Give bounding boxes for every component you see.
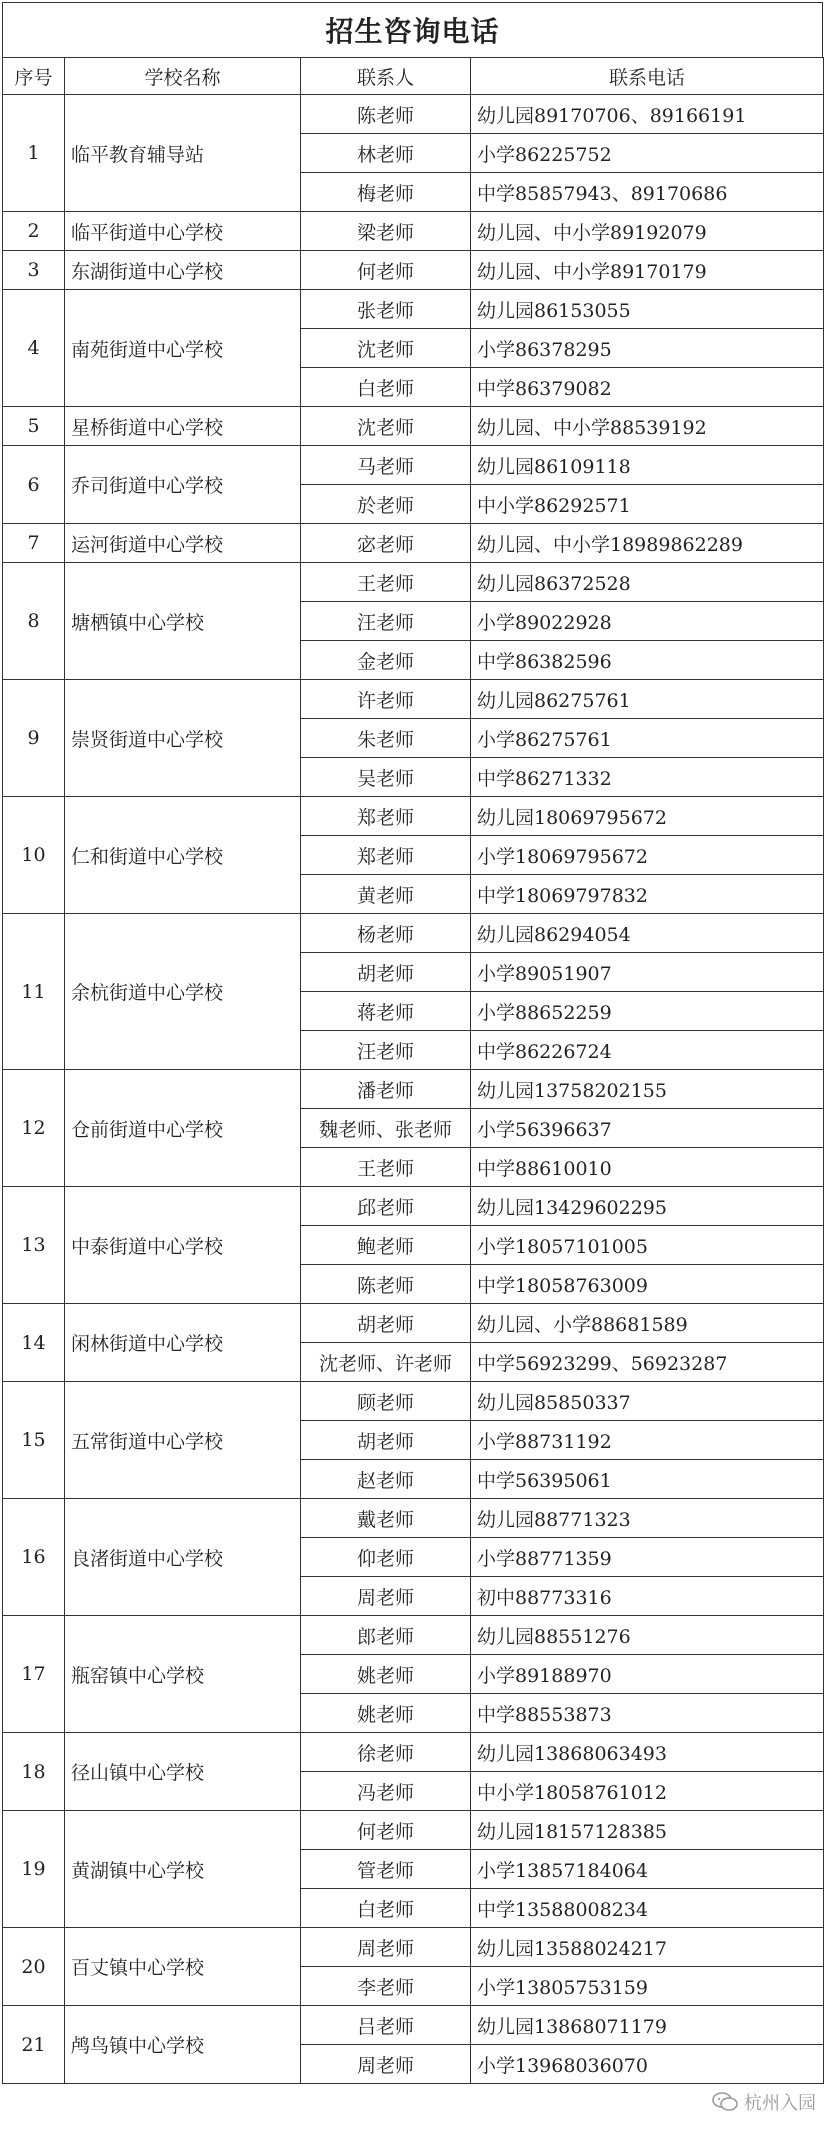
contact-person: 魏老师、张老师 — [301, 1109, 471, 1148]
school-name: 乔司街道中心学校 — [65, 446, 301, 524]
contact-person: 戴老师 — [301, 1499, 471, 1538]
contact-person: 蒋老师 — [301, 992, 471, 1031]
school-name: 临平街道中心学校 — [65, 212, 301, 251]
table-row — [3, 914, 824, 953]
contact-phone: 小学86225752 — [471, 134, 824, 173]
contact-phone: 小学89022928 — [471, 602, 824, 641]
contact-phone: 小学89051907 — [471, 953, 824, 992]
school-name: 良渚街道中心学校 — [65, 1499, 301, 1616]
school-name: 五常街道中心学校 — [65, 1382, 301, 1499]
contact-phone: 中学86382596 — [471, 641, 824, 680]
school-number: 17 — [3, 1616, 65, 1733]
school-name: 仓前街道中心学校 — [65, 1070, 301, 1187]
contact-person: 宓老师 — [301, 524, 471, 563]
school-number: 14 — [3, 1304, 65, 1382]
table-row — [3, 1616, 824, 1655]
table-row — [3, 1811, 824, 1850]
contact-phone: 中学56395061 — [471, 1460, 824, 1499]
contact-phone: 小学13968036070 — [471, 2045, 824, 2084]
contact-person: 邱老师 — [301, 1187, 471, 1226]
contact-phone: 幼儿园、中小学89170179 — [471, 251, 824, 290]
school-number: 18 — [3, 1733, 65, 1811]
contact-person: 汪老师 — [301, 1031, 471, 1070]
table-row — [3, 95, 824, 134]
header-row — [3, 58, 824, 95]
contact-person: 郎老师 — [301, 1616, 471, 1655]
contact-phone: 中学86226724 — [471, 1031, 824, 1070]
contact-person: 潘老师 — [301, 1070, 471, 1109]
contact-person: 胡老师 — [301, 953, 471, 992]
contact-phone: 中学18069797832 — [471, 875, 824, 914]
header-school: 学校名称 — [65, 58, 301, 95]
contact-phone: 小学18057101005 — [471, 1226, 824, 1265]
contact-phone: 中学88553873 — [471, 1694, 824, 1733]
contact-person: 白老师 — [301, 368, 471, 407]
school-name: 塘栖镇中心学校 — [65, 563, 301, 680]
contact-phone: 中小学18058761012 — [471, 1772, 824, 1811]
school-name: 临平教育辅导站 — [65, 95, 301, 212]
contact-person: 姚老师 — [301, 1694, 471, 1733]
contact-person: 沈老师 — [301, 407, 471, 446]
contact-person: 郑老师 — [301, 797, 471, 836]
contact-phone: 小学13805753159 — [471, 1967, 824, 2006]
contact-person: 於老师 — [301, 485, 471, 524]
contact-phone: 幼儿园18069795672 — [471, 797, 824, 836]
contact-phone: 幼儿园18157128385 — [471, 1811, 824, 1850]
contact-phone: 中学86379082 — [471, 368, 824, 407]
contact-person: 林老师 — [301, 134, 471, 173]
contact-person: 李老师 — [301, 1967, 471, 2006]
contact-phone: 幼儿园、小学88681589 — [471, 1304, 824, 1343]
school-number: 2 — [3, 212, 65, 251]
school-number: 5 — [3, 407, 65, 446]
contact-phone: 幼儿园86109118 — [471, 446, 824, 485]
contact-table — [2, 57, 824, 2084]
school-number: 1 — [3, 95, 65, 212]
contact-person: 吕老师 — [301, 2006, 471, 2045]
contact-person: 胡老师 — [301, 1304, 471, 1343]
contact-phone: 幼儿园89170706、89166191 — [471, 95, 824, 134]
contact-person: 黄老师 — [301, 875, 471, 914]
contact-person: 马老师 — [301, 446, 471, 485]
contact-person: 金老师 — [301, 641, 471, 680]
school-name: 星桥街道中心学校 — [65, 407, 301, 446]
contact-person: 王老师 — [301, 1148, 471, 1187]
contact-person: 朱老师 — [301, 719, 471, 758]
school-number: 13 — [3, 1187, 65, 1304]
watermark — [712, 2089, 816, 2115]
table-row — [3, 1499, 824, 1538]
contact-person: 何老师 — [301, 1811, 471, 1850]
contact-phone: 小学88771359 — [471, 1538, 824, 1577]
contact-person: 周老师 — [301, 1928, 471, 1967]
school-number: 20 — [3, 1928, 65, 2006]
contact-phone: 中小学86292571 — [471, 485, 824, 524]
table-row — [3, 524, 824, 563]
contact-phone: 小学88731192 — [471, 1421, 824, 1460]
contact-phone: 中学85857943、89170686 — [471, 173, 824, 212]
school-name: 南苑街道中心学校 — [65, 290, 301, 407]
table-row — [3, 1382, 824, 1421]
school-name: 百丈镇中心学校 — [65, 1928, 301, 2006]
table-row — [3, 446, 824, 485]
school-number: 21 — [3, 2006, 65, 2084]
contact-person: 仰老师 — [301, 1538, 471, 1577]
contact-person: 沈老师、许老师 — [301, 1343, 471, 1382]
school-name: 崇贤街道中心学校 — [65, 680, 301, 797]
contact-phone: 小学18069795672 — [471, 836, 824, 875]
school-name: 闲林街道中心学校 — [65, 1304, 301, 1382]
contact-phone: 幼儿园、中小学88539192 — [471, 407, 824, 446]
table-row — [3, 251, 824, 290]
contact-person: 管老师 — [301, 1850, 471, 1889]
school-number: 11 — [3, 914, 65, 1070]
school-number: 19 — [3, 1811, 65, 1928]
header-phone: 联系电话 — [471, 58, 824, 95]
contact-phone: 小学13857184064 — [471, 1850, 824, 1889]
contact-phone: 中学56923299、56923287 — [471, 1343, 824, 1382]
contact-person: 胡老师 — [301, 1421, 471, 1460]
contact-person: 王老师 — [301, 563, 471, 602]
contact-phone: 幼儿园13868063493 — [471, 1733, 824, 1772]
header-contact: 联系人 — [301, 58, 471, 95]
contact-phone: 中学18058763009 — [471, 1265, 824, 1304]
contact-phone: 中学13588008234 — [471, 1889, 824, 1928]
table-row — [3, 1304, 824, 1343]
contact-phone: 幼儿园、中小学18989862289 — [471, 524, 824, 563]
contact-phone: 小学56396637 — [471, 1109, 824, 1148]
table-row — [3, 2006, 824, 2045]
contact-person: 梁老师 — [301, 212, 471, 251]
table-row — [3, 1187, 824, 1226]
contact-person: 汪老师 — [301, 602, 471, 641]
page-title: 招生咨询电话 — [325, 15, 500, 48]
contact-person: 郑老师 — [301, 836, 471, 875]
table-row — [3, 212, 824, 251]
school-name: 黄湖镇中心学校 — [65, 1811, 301, 1928]
contact-person: 陈老师 — [301, 1265, 471, 1304]
table-row — [3, 290, 824, 329]
contact-phone: 小学86275761 — [471, 719, 824, 758]
school-number: 6 — [3, 446, 65, 524]
table-row — [3, 407, 824, 446]
contact-phone: 幼儿园88551276 — [471, 1616, 824, 1655]
contact-person: 杨老师 — [301, 914, 471, 953]
table-row — [3, 797, 824, 836]
contact-person: 陈老师 — [301, 95, 471, 134]
contact-person: 许老师 — [301, 680, 471, 719]
school-name: 鸬鸟镇中心学校 — [65, 2006, 301, 2084]
contact-person: 赵老师 — [301, 1460, 471, 1499]
contact-phone: 幼儿园86153055 — [471, 290, 824, 329]
table-row — [3, 680, 824, 719]
contact-person: 沈老师 — [301, 329, 471, 368]
school-name: 瓶窑镇中心学校 — [65, 1616, 301, 1733]
school-number: 7 — [3, 524, 65, 563]
header-no: 序号 — [3, 58, 65, 95]
contact-person: 姚老师 — [301, 1655, 471, 1694]
school-number: 9 — [3, 680, 65, 797]
contact-person: 冯老师 — [301, 1772, 471, 1811]
contact-person: 张老师 — [301, 290, 471, 329]
contact-phone: 中学86271332 — [471, 758, 824, 797]
contact-phone: 幼儿园13868071179 — [471, 2006, 824, 2045]
contact-phone: 初中88773316 — [471, 1577, 824, 1616]
school-name: 仁和街道中心学校 — [65, 797, 301, 914]
contact-person: 周老师 — [301, 1577, 471, 1616]
contact-person: 梅老师 — [301, 173, 471, 212]
school-number: 16 — [3, 1499, 65, 1616]
school-name: 东湖街道中心学校 — [65, 251, 301, 290]
school-number: 8 — [3, 563, 65, 680]
contact-phone: 幼儿园86275761 — [471, 680, 824, 719]
contact-phone: 幼儿园86372528 — [471, 563, 824, 602]
contact-person: 徐老师 — [301, 1733, 471, 1772]
table-row — [3, 1928, 824, 1967]
table-row — [3, 1070, 824, 1109]
title-box — [2, 2, 823, 58]
table-row — [3, 563, 824, 602]
contact-phone: 幼儿园88771323 — [471, 1499, 824, 1538]
school-number: 4 — [3, 290, 65, 407]
contact-phone: 小学88652259 — [471, 992, 824, 1031]
school-number: 10 — [3, 797, 65, 914]
contact-person: 顾老师 — [301, 1382, 471, 1421]
school-name: 运河街道中心学校 — [65, 524, 301, 563]
contact-phone: 小学86378295 — [471, 329, 824, 368]
contact-phone: 小学89188970 — [471, 1655, 824, 1694]
contact-phone: 幼儿园、中小学89192079 — [471, 212, 824, 251]
school-number: 12 — [3, 1070, 65, 1187]
school-number: 15 — [3, 1382, 65, 1499]
contact-phone: 中学88610010 — [471, 1148, 824, 1187]
contact-phone: 幼儿园13758202155 — [471, 1070, 824, 1109]
school-name: 余杭街道中心学校 — [65, 914, 301, 1070]
contact-person: 吴老师 — [301, 758, 471, 797]
table-row — [3, 1733, 824, 1772]
contact-phone: 幼儿园86294054 — [471, 914, 824, 953]
contact-person: 白老师 — [301, 1889, 471, 1928]
contact-person: 何老师 — [301, 251, 471, 290]
contact-person: 鲍老师 — [301, 1226, 471, 1265]
contact-phone: 幼儿园13588024217 — [471, 1928, 824, 1967]
school-name: 径山镇中心学校 — [65, 1733, 301, 1811]
contact-person: 周老师 — [301, 2045, 471, 2084]
contact-phone: 幼儿园85850337 — [471, 1382, 824, 1421]
watermark-text: 杭州入园 — [744, 2093, 816, 2114]
contact-phone: 幼儿园13429602295 — [471, 1187, 824, 1226]
school-number: 3 — [3, 251, 65, 290]
wechat-icon — [712, 2092, 738, 2112]
school-name: 中泰街道中心学校 — [65, 1187, 301, 1304]
table-body — [3, 95, 824, 2084]
